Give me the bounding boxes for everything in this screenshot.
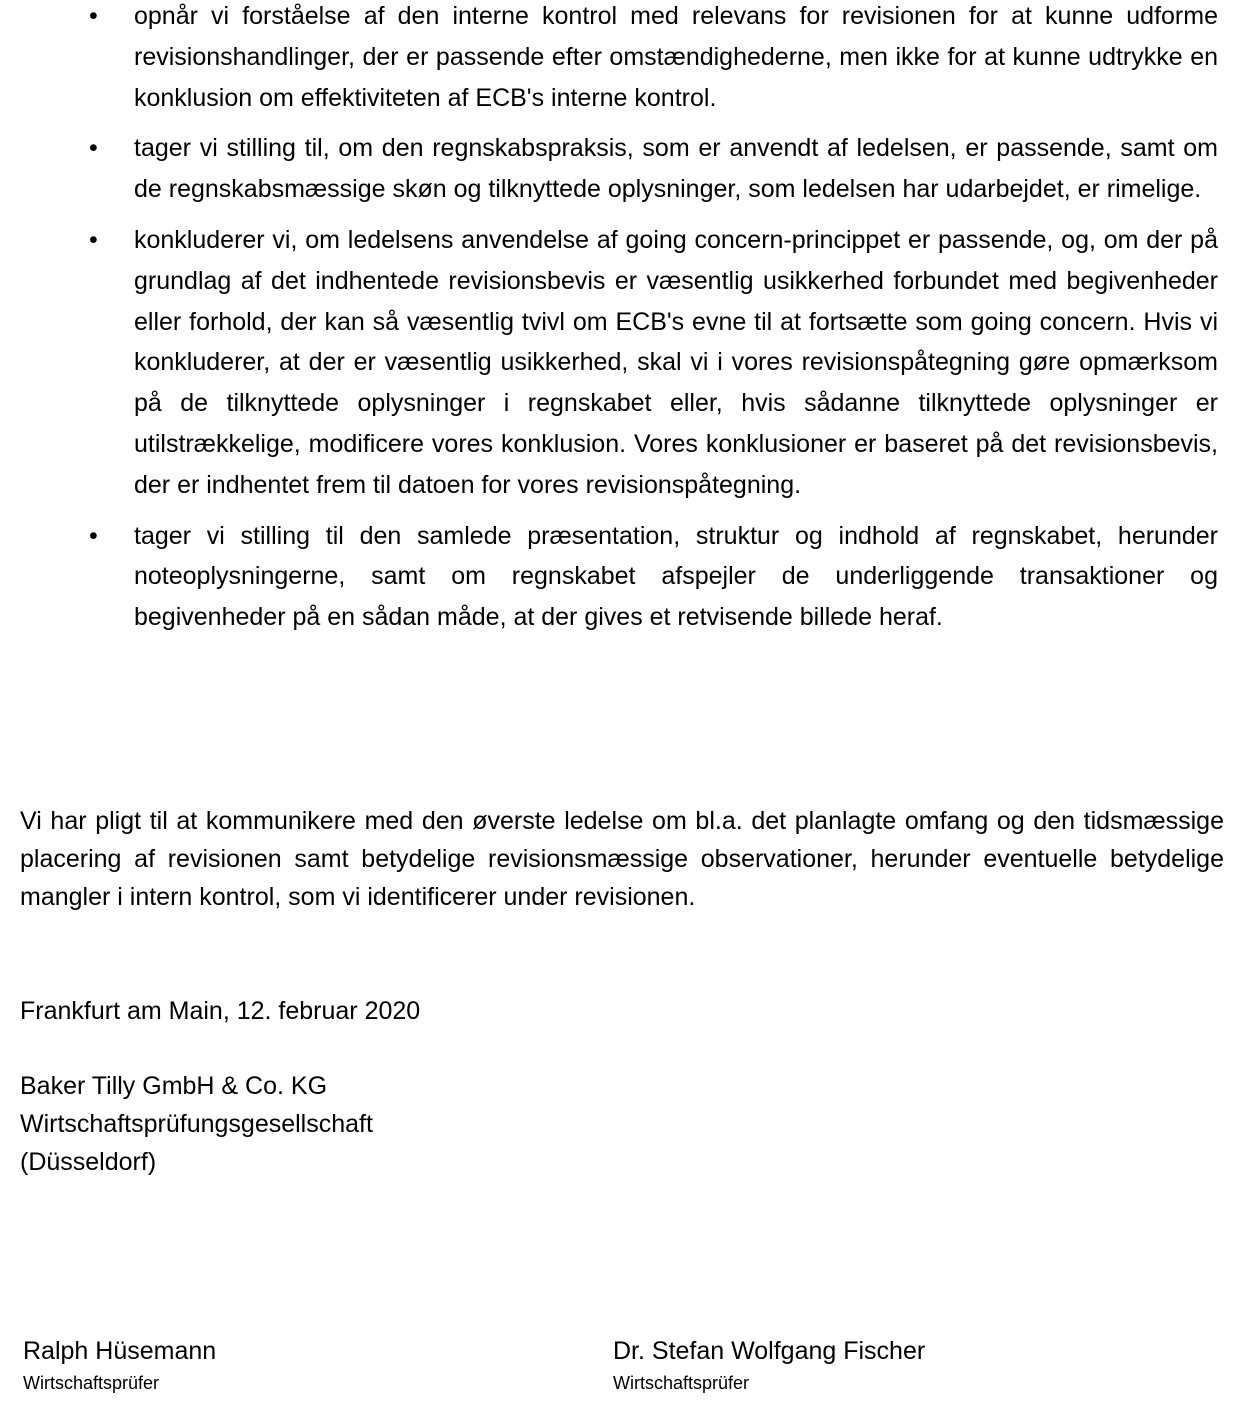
bullet-icon: • [89, 225, 98, 254]
list-item-text: konkluderer vi, om ledelsens anvendelse af going concern-princippet er passende, og, om der på grundlag af det indhentede revisionsbevis er væsentlig usikkerhed forbundet med begivenheder eller forhold, der kan så væsentlig tvivl om ECB's evne til at fortsætte som going concern. Hvis vi konkluderer, at der er væsentlig usikkerhed, skal vi i vores revisionspåtegning gøre opmærksom på de tilknyttede oplysninger i regnskabet eller, hvis sådanne tilknyttede oplysninger er utilstrækkelige, modificere vores konklusion. Vores konklusioner er baseret på det revisionsbevis, der er indhentet frem til datoen for vores revisionspåtegning. [134, 225, 1218, 499]
audit-firm-block [20, 1067, 373, 1181]
place-date: Frankfurt am Main, 12. februar 2020 [20, 997, 421, 1025]
bullet-icon: • [89, 134, 98, 163]
list-item [89, 128, 1218, 210]
firm-name: Baker Tilly GmbH & Co. KG [20, 1072, 328, 1100]
signatory-name: Ralph Hüsemann [23, 1337, 217, 1365]
bullet-icon: • [89, 2, 98, 30]
communication-paragraph: Vi har pligt til at kommunikere med den øverste ledelse om bl.a. det planlagte omfang og den tidsmæssige placering af revisionen samt betydelige revisionsmæssige observationer, herunder eventuelle betydelige mangler i intern kontrol, som vi identificerer under revisionen. [20, 807, 1224, 911]
list-item-text: tager vi stilling til, om den regnskabspraksis, som er anvendt af ledelsen, er passende, samt om de regnskabsmæssige skøn og tilknyttede oplysninger, som ledelsen har udarbejdet, er rimelige. [134, 134, 1218, 204]
signatory-title: Wirtschaftsprüfer [613, 1373, 750, 1393]
list-item [89, 220, 1218, 506]
signatory-title: Wirtschaftsprüfer [23, 1373, 160, 1393]
signatory-2 [613, 1334, 925, 1396]
list-item-text: opnår vi forståelse af den interne kontrol med relevans for revisionen for at kunne udforme revisionshandlinger, der er passende efter omstændighederne, men ikke for at kunne udtrykke en konklusion om effektiviteten af ECB's interne kontrol. [134, 2, 1218, 112]
list-item [89, 0, 1218, 118]
signatory-1 [23, 1334, 216, 1396]
list-item [89, 516, 1218, 638]
signatory-name: Dr. Stefan Wolfgang Fischer [613, 1337, 926, 1365]
list-item-text: tager vi stilling til den samlede præsentation, struktur og indhold af regnskabet, herunder noteoplysningerne, samt om regnskabet afspejler de underliggende transaktioner og begivenheder på en sådan måde, at der gives et retvisende billede heraf. [134, 521, 1218, 632]
bullet-icon: • [89, 521, 98, 550]
audit-procedures-list [0, 0, 1240, 648]
firm-type: Wirtschaftsprüfungsgesellschaft [20, 1110, 373, 1138]
firm-location: (Düsseldorf) [20, 1148, 157, 1176]
